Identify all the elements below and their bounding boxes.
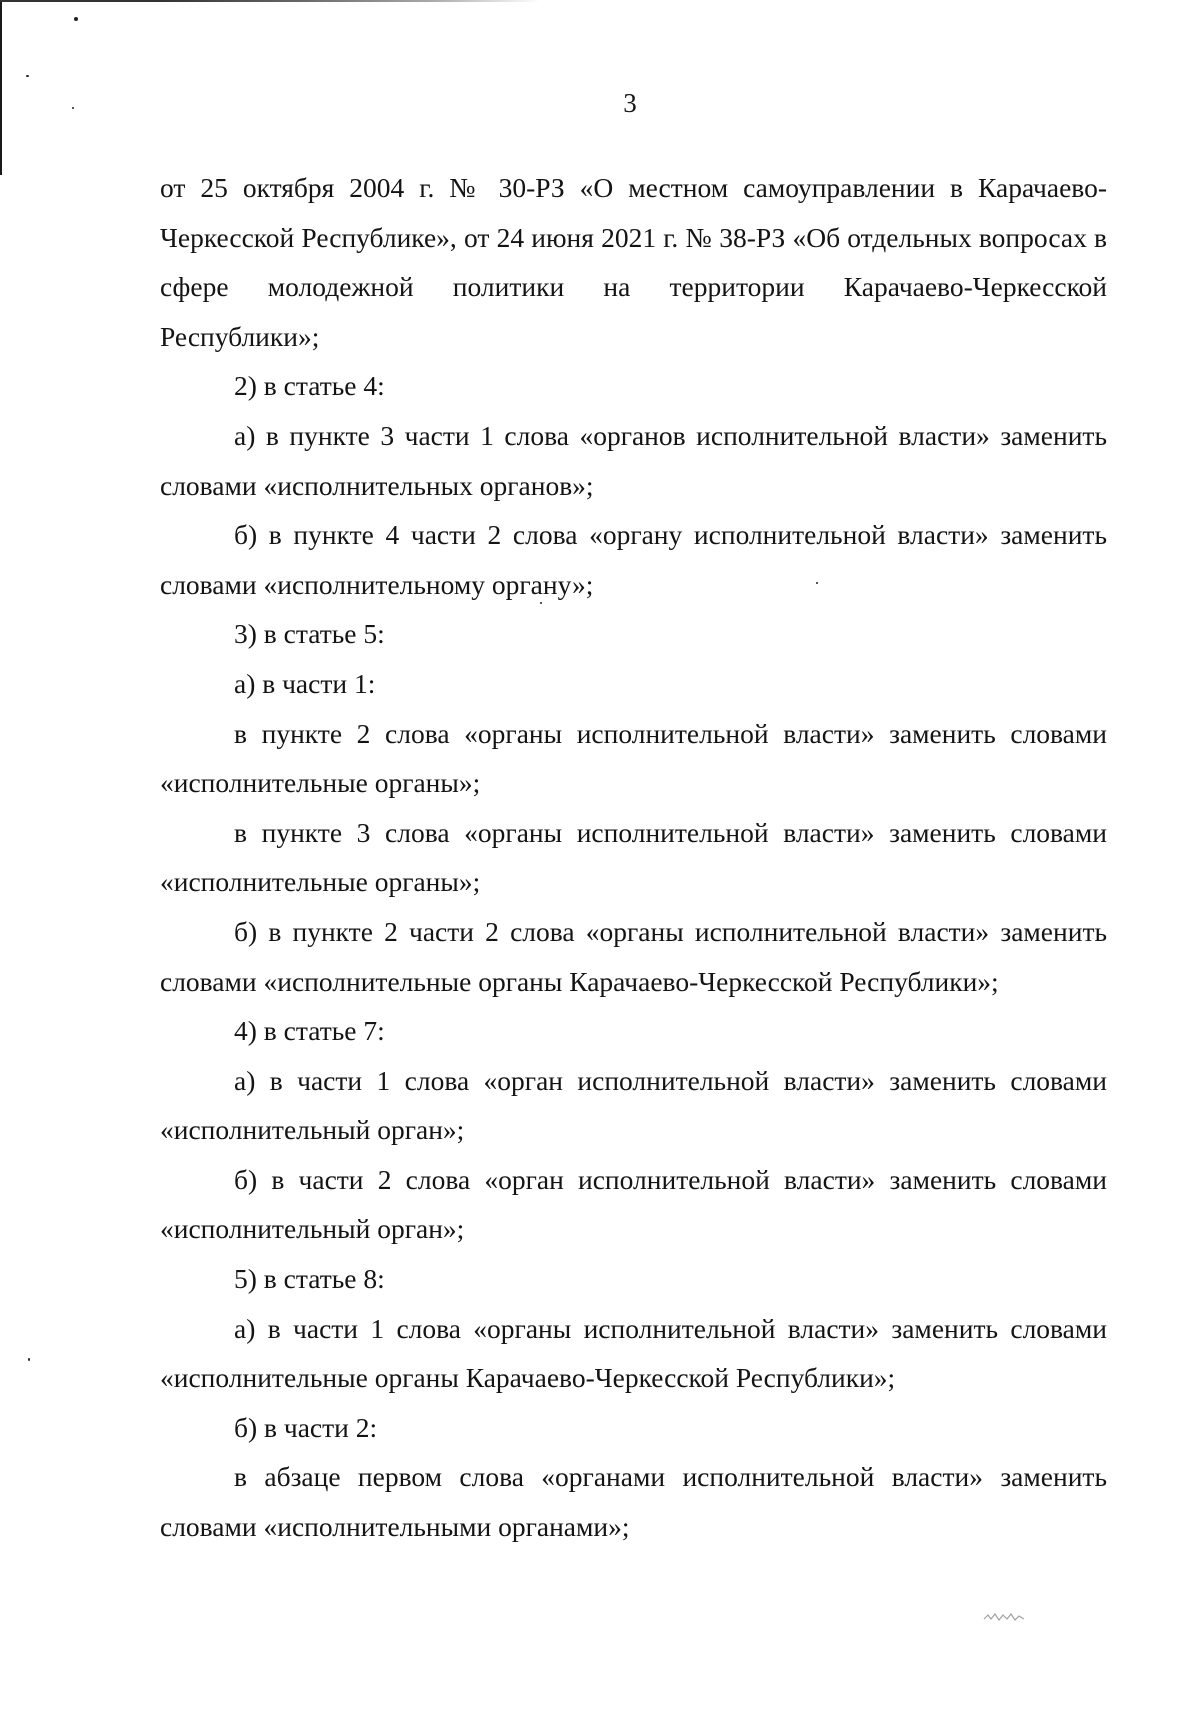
scan-speck: [74, 17, 78, 21]
scan-speck: [28, 1358, 30, 1361]
paragraph-article-7-b: б) в части 2 слова «орган исполнительной власти» заменить словами «исполнительный орган»;: [160, 1163, 1107, 1245]
paragraph-article-7: 4) в статье 7:: [234, 1015, 385, 1047]
paragraph-article-8-b-1: в абзаце первом слова «органами исполнительной власти» заменить словами «исполнительными органами»;: [160, 1461, 1107, 1543]
paragraph-article-8: 5) в статье 8:: [234, 1263, 385, 1295]
paragraph-article-8-b: б) в части 2:: [234, 1411, 378, 1443]
paragraph-article-4: 2) в статье 4:: [234, 370, 385, 402]
document-body: [160, 163, 1107, 1552]
paragraph-article-5-a-1: в пункте 2 слова «органы исполнительной власти» заменить словами «исполнительные органы»;: [160, 717, 1107, 799]
page-number: 3: [623, 88, 637, 118]
scan-edge-artifact: [0, 0, 540, 2]
paragraph-article-5-a: а) в части 1:: [234, 667, 376, 699]
stamp-mark-icon: [982, 1610, 1028, 1624]
paragraph-article-4-b: б) в пункте 4 части 2 слова «органу исполнительной власти» заменить словами «исполнительному органу»;: [160, 519, 1107, 600]
scan-speck: [26, 75, 29, 77]
paragraph-article-7-a: а) в части 1 слова «орган исполнительной власти» заменить словами «исполнительный орган»;: [160, 1064, 1107, 1146]
paragraph-article-5-b: б) в пункте 2 части 2 слова «органы исполнительной власти» заменить словами «исполнительные органы Карачаево-Черкесской Республики»;: [160, 915, 1107, 997]
paragraph-article-5-a-2: в пункте 3 слова «органы исполнительной власти» заменить словами «исполнительные органы»;: [160, 816, 1107, 898]
paragraph-law-references: от 25 октября 2004 г. № 30-РЗ «О местном самоуправлении в Карачаево-Черкесской Республике», от 24 июня 2021 г. № 38-РЗ «Об отдельных вопросах в сфере молодежной политики на территории Карачаево-Черкесской Республики»;: [160, 172, 1107, 352]
paragraph-article-8-a: а) в части 1 слова «органы исполнительной власти» заменить словами «исполнительные органы Карачаево-Черкесской Республики»;: [160, 1312, 1107, 1394]
paragraph-article-4-a: а) в пункте 3 части 1 слова «органов исполнительной власти» заменить словами «исполнительных органов»;: [160, 419, 1107, 501]
paragraph-article-5: 3) в статье 5:: [234, 618, 385, 650]
